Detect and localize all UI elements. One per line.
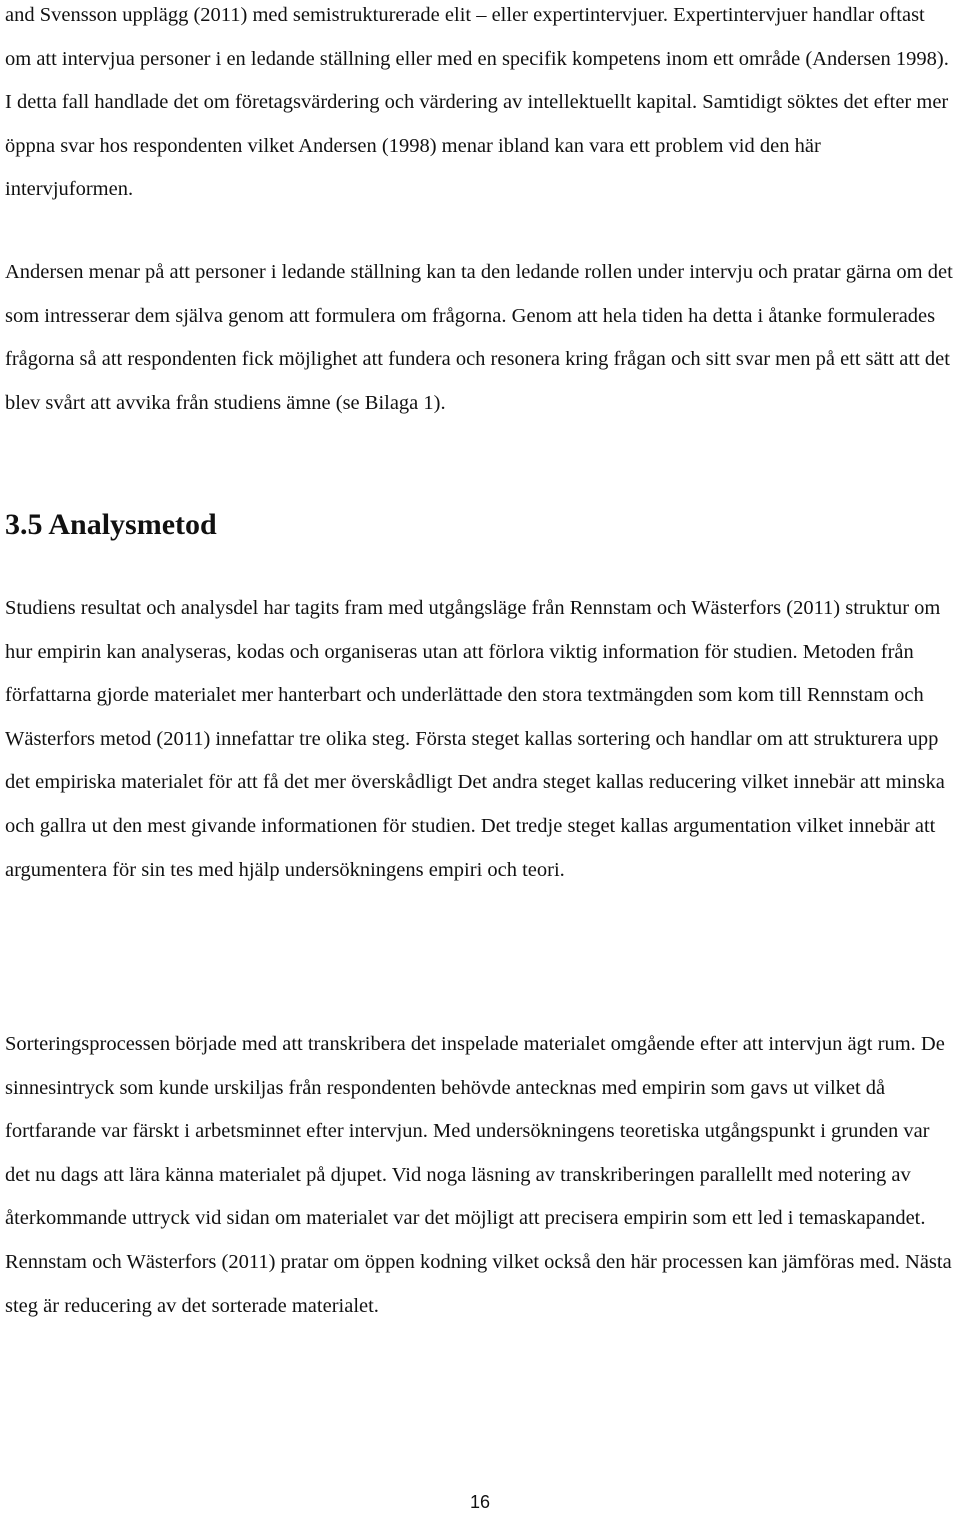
paragraph-sorting-process: Sorteringsprocessen började med att transkribera det inspelade materialet omgående efter att intervjun ägt rum. De sinnesintryck som kunde urskiljas från respondenten behövde antecknas med empirin som gavs ut vilket då fortfarande var färskt i arbetsminnet efter intervjun. Med undersökningens teoretiska utgångspunkt i grunden var det nu dags att lära känna materialet på djupet. Vid noga läsning av transkriberingen parallellt med notering av återkommande uttryck vid sidan om materialet var det möjligt att precisera empirin som ett led i temaskapandet. Rennstam och Wästerfors (2011) pratar om öppen kodning vilket också den här processen kan jämföras med. Nästa steg är reducering av det sorterade materialet.	[5, 1033, 952, 1317]
paragraph-analysis-method: Studiens resultat och analysdel har tagits fram med utgångsläge från Rennstam och Wästerfors (2011) struktur om hur empirin kan analyseras, kodas och organiseras utan att förlora viktig information för studien. Metoden från författarna gjorde materialet mer hanterbart och underlättade den stora textmängden som kom till Rennstam och Wästerfors metod (2011) innefattar tre olika steg. Första steget kallas sortering och handlar om att strukturera upp det empiriska materialet för att få det mer överskådligt Det andra steget kallas reducering vilket innebär att minska och gallra ut den mest givande informationen för studien. Det tredje steget kallas argumentation vilket innebär att argumentera för sin tes med hjälp undersökningens empiri och teori.	[5, 597, 945, 881]
section-heading: 3.5 Analysmetod	[5, 508, 217, 541]
paragraph-interview-method: and Svensson upplägg (2011) med semistrukturerade elit – eller expertintervjuer. Expertintervjuer handlar oftast om att intervjua personer i en ledande ställning eller med en specifik kompetens inom ett område (Andersen 1998). I detta fall handlade det om företagsvärdering och värdering av intellektuellt kapital. Samtidigt söktes det efter mer öppna svar hos respondenten vilket Andersen (1998) menar ibland kan vara ett problem vid den här intervjuformen.	[5, 4, 949, 201]
paragraph-andersen: Andersen menar på att personer i ledande ställning kan ta den ledande rollen under intervju och pratar gärna om det som intresserar dem själva genom att formulera om frågorna. Genom att hela tiden ha detta i åtanke formulerades frågorna så att respondenten fick möjlighet att fundera och resonera kring frågan och sitt svar men på ett sätt att det blev svårt att avvika från studiens ämne (se Bilaga 1).	[5, 261, 953, 414]
page-number: 16	[469, 1492, 491, 1512]
